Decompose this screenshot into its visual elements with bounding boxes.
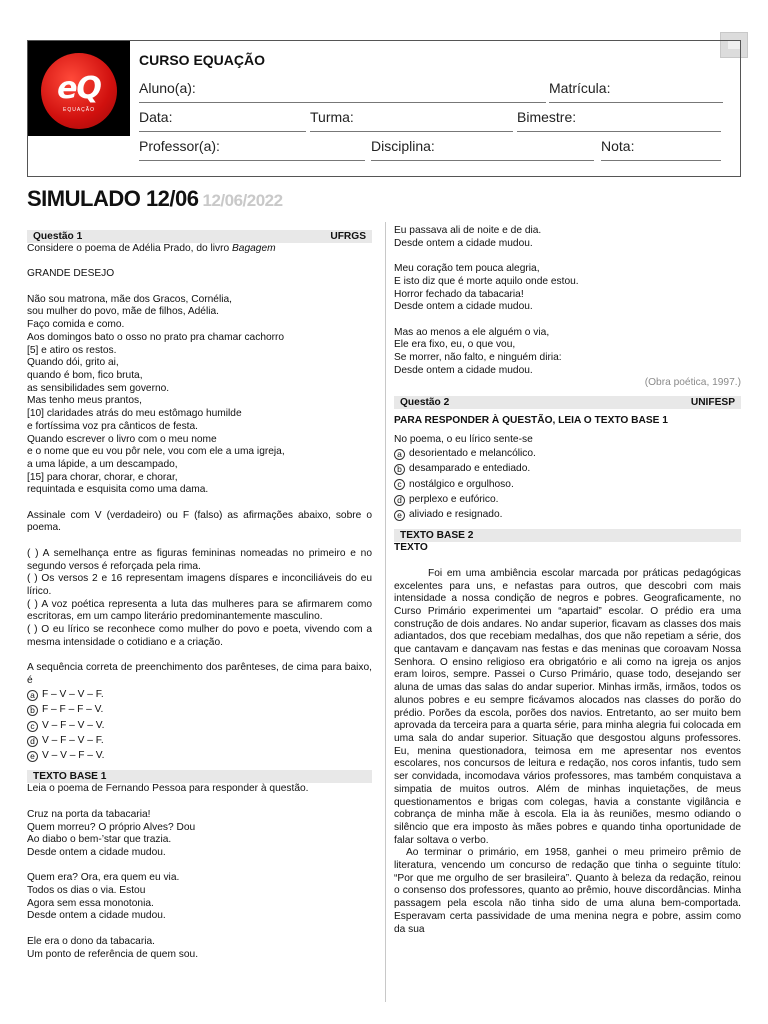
poem-line: Quando escrever o livro com o meu nome [27, 433, 217, 445]
poem-line: Meu coração tem pouca alegria, [394, 263, 540, 275]
poem-line: as sensibilidades sem governo. [27, 382, 170, 394]
poem-1 [27, 294, 372, 497]
question-1-options [27, 688, 372, 765]
matricula-label: Matrícula: [549, 80, 611, 96]
question-1-intro [27, 243, 372, 256]
option-bubble-icon: c [394, 479, 405, 490]
bimestre-line [517, 131, 721, 132]
poem-line: [5] e atiro os restos. [27, 344, 117, 356]
question-2-source: UNIFESP [690, 397, 735, 409]
poem-line: [15] para chorar, chorar, e chorar, [27, 471, 178, 483]
intro-text: Considere o poema de Adélia Prado, do livro [27, 243, 233, 254]
data-label: Data: [139, 109, 173, 125]
texto-base-2-header: TEXTO BASE 2 [394, 529, 741, 542]
question-1-source: UFRGS [330, 231, 366, 242]
option-text: nostálgico e orgulhoso. [409, 478, 514, 490]
option-bubble-icon: d [394, 495, 405, 506]
texto-paragraph: Foi em uma ambiência escolar marcada por práticas pedagógicas excelentes para uns, e nefastas para outros, que descobri com mais intensidade a nossa condição de negros e pobres. Geograficamente, no Curso Primário experimentei um “apartaid” escolar. O prédio era uma construção de dois andares. No andar superior, ficavam as classes dos mais adiantados, dos que recebiam medalhas, dos que não repetiam a série, dos que cantavam e dançavam nas festas e das meninas que coroavam Nossa Senhora. O ensino religioso era obrigatório e ali como na igreja os anjos eram loiros, sempre. Passei o Curso Primário, quase todo, desejando ser aluna de umas das salas do andar superior. Minhas irmãs, irmãos, todos os alunos pobres e eu sempre ficávamos alocados nas classes do porão do prédio. Porões da escola, porões dos navios. Entretanto, ao ser muito bem aprovada da terceira para a quarta série, para minha alegria fui colocada em uma sala do andar superior. Situação que desgostou alguns professores. Eu, menina questionadora, teimosa em me apresentar nos eventos escolares, nos concursos de leitura e redação, nos coros infantis, tudo sem ser convidada, incomodava vários professores, mas também conquistava a simpatia de muitos outros. Além de minhas inquietações, de meus questionamentos e brigas com colegas, havia a constante vigilância e cobrança de minha mãe à escola. Ela ia às reuniões, mesmo odiando o silêncio que era imposto às mães pobres e quando tinha oportunidade de falar soltava o verbo. [394, 567, 741, 846]
option-d[interactable] [394, 493, 741, 508]
brand-logo [28, 41, 130, 136]
texto-base-1-header: TEXTO BASE 1 [27, 770, 372, 783]
simulado-title [27, 186, 283, 212]
poem-line: requintada e esquisita como uma dama. [27, 484, 209, 496]
option-bubble-icon: a [27, 690, 38, 701]
option-e[interactable] [394, 508, 741, 523]
option-bubble-icon: c [27, 721, 38, 732]
poem-line: Ao diabo o bem-’star que trazia. [27, 834, 172, 846]
turma-label: Turma: [310, 109, 354, 125]
column-divider [385, 222, 386, 1002]
poem-line: Ele era o dono da tabacaria. [27, 935, 156, 947]
statement: ( ) A semelhança entre as figuras femininas nomeadas no primeiro e no segundo versos é reforçada pela rima. [27, 547, 372, 572]
poem-line: Desde ontem a cidade mudou. [27, 910, 166, 922]
nota-label: Nota: [601, 138, 635, 154]
right-column [394, 225, 741, 936]
poem-line: Desde ontem a cidade mudou. [27, 846, 166, 858]
poem-source: (Obra poética, 1997.) [644, 377, 741, 389]
pessoa-stanza [27, 936, 372, 961]
option-text: V – V – F – V. [42, 750, 105, 762]
texto-base-2-subtitle: TEXTO [394, 542, 428, 554]
poem-line: Horror fechado da tabacaria! [394, 288, 524, 300]
aluno-line [139, 102, 546, 103]
poem-line: Todos os dias o via. Estou [27, 885, 146, 897]
poem-line: e o nome que eu vou pôr nele, vou com ele a uma igreja, [27, 446, 285, 458]
question-2-label: Questão 2 [400, 397, 450, 409]
pessoa-stanza [394, 327, 741, 378]
poem-line: Se morrer, não falto, e ninguém diria: [394, 352, 562, 363]
option-bubble-icon: b [394, 464, 405, 475]
question-2-prompt: No poema, o eu lírico sente-se [394, 433, 533, 445]
poem-line: Aos domingos bato o osso no prato pra chamar cachorro [27, 331, 285, 343]
question-1-instruction: Assinale com V (verdadeiro) ou F (falso) as afirmações abaixo, sobre o poema. [27, 509, 372, 534]
professor-line [139, 160, 365, 161]
poem-line: sou mulher do povo, mãe de filhos, Adélia. [27, 306, 219, 318]
option-b[interactable] [394, 462, 741, 477]
poem-line: quando é bom, fico bruta, [27, 370, 143, 381]
pessoa-stanza [394, 225, 741, 250]
option-c[interactable] [27, 718, 372, 733]
poem-line: Desde ontem a cidade mudou. [394, 237, 533, 249]
question-2-options [394, 447, 741, 524]
poem-line: E isto diz que é morte aquilo onde estou. [394, 275, 579, 287]
option-b[interactable] [27, 703, 372, 718]
option-bubble-icon: e [27, 751, 38, 762]
logo-subtext: EQUAÇÃO [62, 107, 95, 113]
option-a[interactable] [394, 447, 741, 462]
left-column [27, 230, 372, 961]
poem-line: Quem era? Ora, era quem eu via. [27, 872, 180, 884]
poem-line: a uma lápide, a um descampado, [27, 458, 178, 470]
simulado-date: 12/06/2022 [202, 191, 283, 210]
option-text: V – F – V – F. [42, 735, 104, 747]
question-1-label: Questão 1 [33, 231, 83, 242]
option-bubble-icon: a [394, 449, 405, 460]
poem-line: Mas ao menos a ele alguém o via, [394, 326, 550, 338]
nota-line [601, 160, 721, 161]
option-text: V – F – V – V. [42, 719, 105, 731]
matricula-line [549, 102, 723, 103]
poem-line: e fortíssima voz pra cânticos de festa. [27, 420, 198, 432]
texto-base-1-intro: Leia o poema de Fernando Pessoa para responder à questão. [27, 783, 309, 795]
poem-line: Não sou matrona, mãe dos Gracos, Cornélia, [27, 293, 232, 305]
bimestre-label: Bimestre: [517, 109, 577, 125]
option-text: desamparado e entediado. [409, 463, 531, 475]
poem-line: Quando dói, grito ai, [27, 357, 119, 369]
poem-line: Agora sem essa monotonia. [27, 897, 154, 909]
option-text: desorientado e melancólico. [409, 447, 536, 459]
poem-line: Ele era fixo, eu, o que vou, [394, 339, 516, 351]
disciplina-label: Disciplina: [371, 138, 435, 154]
course-title: CURSO EQUAÇÃO [139, 52, 266, 68]
poem-line: Eu passava ali de noite e de dia. [394, 225, 542, 236]
option-bubble-icon: d [27, 736, 38, 747]
book-title: Bagagem [232, 243, 276, 254]
option-d[interactable] [27, 734, 372, 749]
question-2-heading: PARA RESPONDER À QUESTÃO, LEIA O TEXTO BASE 1 [394, 415, 668, 427]
poem-line: Mas tenho meus prantos, [27, 395, 142, 407]
poem-line: Cruz na porta da tabacaria! [27, 808, 151, 820]
option-c[interactable] [394, 477, 741, 492]
question-1-prompt: A sequência correta de preenchimento dos parênteses, de cima para baixo, é [27, 662, 372, 686]
data-line [139, 131, 306, 132]
poem-line: Faço comida e como. [27, 319, 125, 331]
poem-line: Quem morreu? O próprio Alves? Dou [27, 821, 196, 833]
poem-title: GRANDE DESEJO [27, 268, 115, 280]
option-bubble-icon: e [394, 510, 405, 521]
option-text: perplexo e eufórico. [409, 494, 499, 506]
simulado-title-text: SIMULADO 12/06 [27, 186, 199, 211]
poem-line: Um ponto de referência de quem sou. [27, 948, 199, 960]
poem-line: Desde ontem a cidade mudou. [394, 301, 533, 313]
pessoa-stanza [27, 809, 372, 860]
professor-label: Professor(a): [139, 138, 220, 154]
turma-line [310, 131, 513, 132]
texto-paragraph: Ao terminar o primário, em 1958, ganhei o meu primeiro prêmio de literatura, vencendo um concurso de redação que tinha o seguinte título: “Por que me orgulho de ser brasileira”. Quanto à beleza da redação, reinou o consenso dos professores, quanto ao prêmio, houve discordâncias. Minha passagem pela escola não tinha sido de uma aluna bem-comportada. Esperavam certa passividade de uma menina negra e pobre, assim como da sua [394, 847, 741, 935]
option-a[interactable] [27, 688, 372, 703]
option-text: aliviado e resignado. [409, 509, 503, 521]
logo-text: eQ [57, 71, 101, 106]
disciplina-line [371, 160, 594, 161]
question-2-header [394, 396, 741, 409]
question-1-header [27, 230, 372, 243]
pessoa-stanza [394, 263, 741, 314]
statement: ( ) Os versos 2 e 16 representam imagens díspares e inconciliáveis do eu lírico. [27, 573, 372, 597]
pessoa-stanza [27, 872, 372, 923]
statement: ( ) O eu lírico se reconhece como mulher do povo e poeta, vivendo com a mesma intensidade o cotidiano e a criação. [27, 624, 372, 648]
option-bubble-icon: b [27, 705, 38, 716]
option-e[interactable] [27, 749, 372, 764]
logo-disc [41, 53, 117, 129]
option-text: F – F – F – V. [42, 704, 104, 716]
poem-line: Desde ontem a cidade mudou. [394, 364, 533, 376]
exam-header [27, 40, 741, 177]
poem-line: [10] claridades atrás do meu estômago humilde [27, 408, 242, 420]
aluno-label: Aluno(a): [139, 80, 196, 96]
option-text: F – V – V – F. [42, 688, 104, 700]
statement: ( ) A voz poética representa a luta das mulheres para se afirmarem como escritoras, em um campo literário predominantemente masculino. [27, 598, 372, 623]
